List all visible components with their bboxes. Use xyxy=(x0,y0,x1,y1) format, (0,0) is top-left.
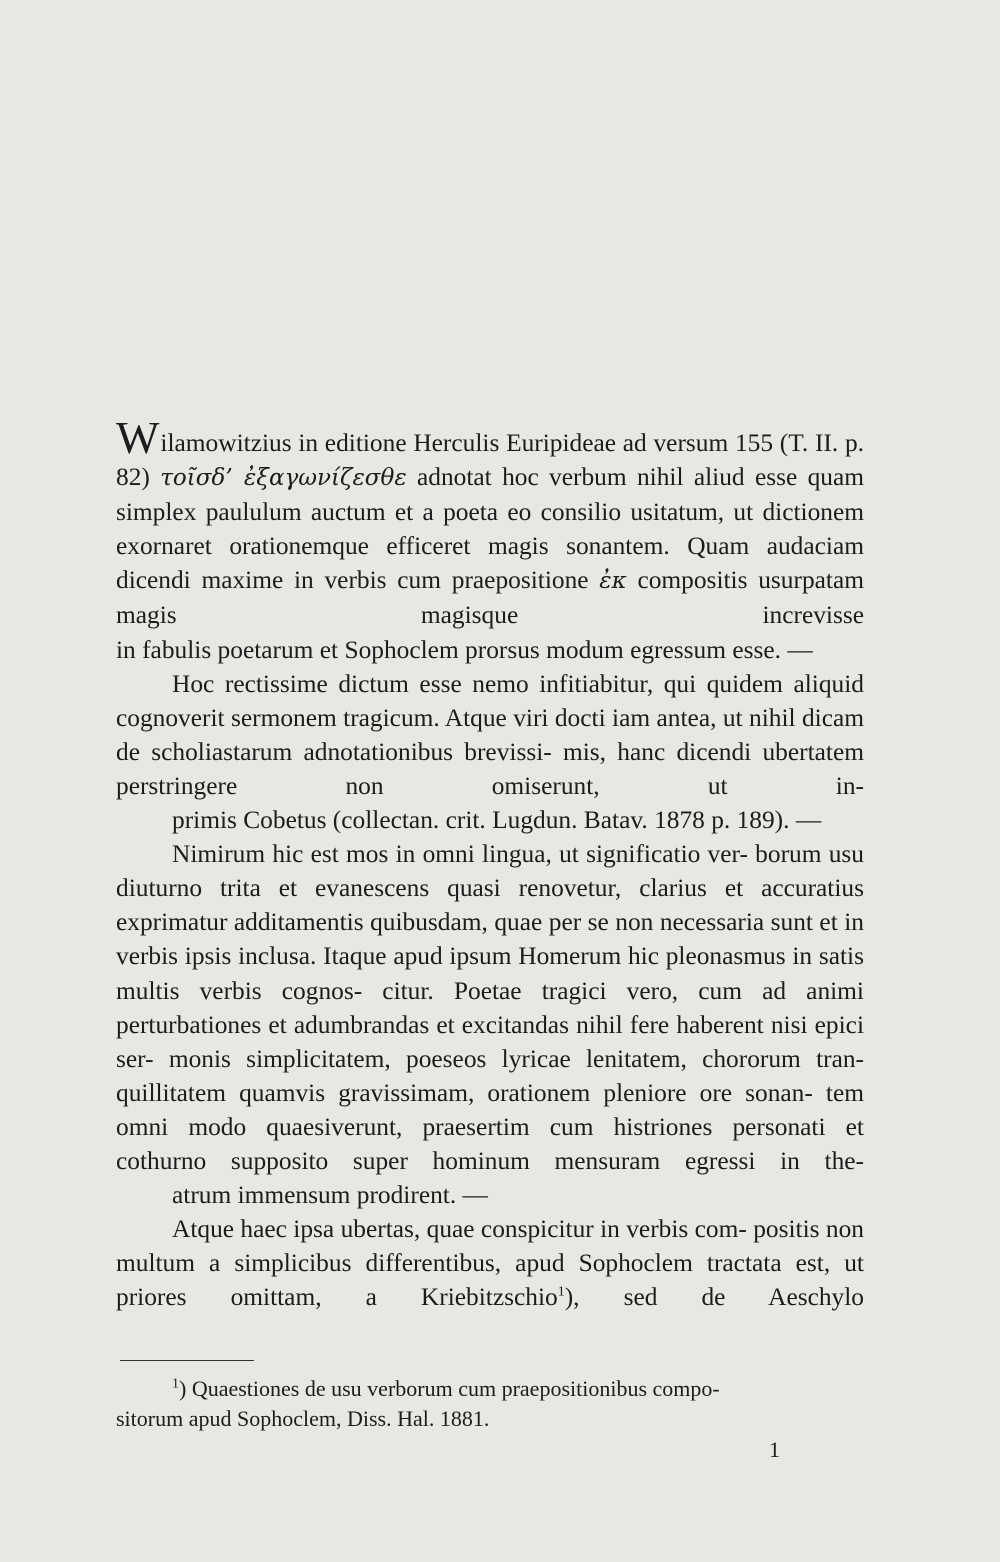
main-text xyxy=(116,412,865,1314)
drop-cap: W xyxy=(116,412,160,463)
footnote-divider xyxy=(120,1360,254,1361)
bleed-through-text xyxy=(120,120,880,390)
paragraph-2: Hoc rectissime dictum esse nemo infitiabitur, qui quidem aliquid cognoverit sermonem tragicum. Atque viri docti iam antea, ut nihil dicam de scholiastarum adnotationibus brevissi- mis, hanc dicendi ubertatem perstringere non omiserunt, ut in- primis Cobetus (collectan. crit. Lugdun. Batav. 1878 p. 189). — xyxy=(116,669,864,835)
paragraph-1: Wilamowitzius in editione Herculis Euripideae ad versum 155 (T. II. p. 82) τοῖσδ’ ἐξαγωνίζεσθε adnotat hoc verbum nihil aliud esse quam simplex paululum auctum et a poeta eo consilio usitatum, ut dictionem exornaret orationemque efficeret magis sonantem. Quam audaciam dicendi maxime in verbis cum praepositione ἐκ compositis usurpatam magis magisque increvisse in fabulis poetarum et Sophoclem prorsus modum egressum esse. — xyxy=(116,412,864,664)
footnote-marker: 1 xyxy=(172,1376,179,1392)
greek-preposition: ἐκ xyxy=(599,568,627,595)
paragraph-4: Atque haec ipsa ubertas, quae conspicitur in verbis com- positis non multum a simplicibus differentibus, apud Sophoclem tractata est, ut priores omittam, a Kriebitzschio$^1$), sed de Aeschylo xyxy=(116,1215,865,1312)
greek-phrase: τοῖσδ’ ἐξαγωνίζεσθε xyxy=(160,465,407,492)
footnote: $^1$) Quaestiones de usu verborum cum praepositionibus compo- sitorum apud Sophoclem, Diss. Hal. 1881. xyxy=(116,1376,720,1431)
footnote-reference: 1 xyxy=(557,1284,565,1300)
paragraph-3: Nimirum hic est mos in omni lingua, ut significatio ver- borum usu diuturno trita et evanescens quasi renovetur, clarius et accuratius exprimatur additamentis quibusdam, quae per se non necessaria sunt et in verbis ipsis inclusa. Itaque apud ipsum Homerum hic pleonasmus in satis multis verbis cognos- citur. Poetae tragici vero, cum ad animi perturbationes et adumbrandas et excitandas nihil fere haberent nisi epici ser- monis simplicitatem, poeseos lyricae lenitatem, chororum tran- quillitatem quamvis gravissimam, orationem pleniore ore sonan- tem omni modo quaesiverunt, praesertim cum histriones personati et cothurno supposito super hominum mensuram egressi in the- atrum immensum prodirent. — xyxy=(116,840,865,1210)
page-number: 1 xyxy=(769,1437,780,1462)
